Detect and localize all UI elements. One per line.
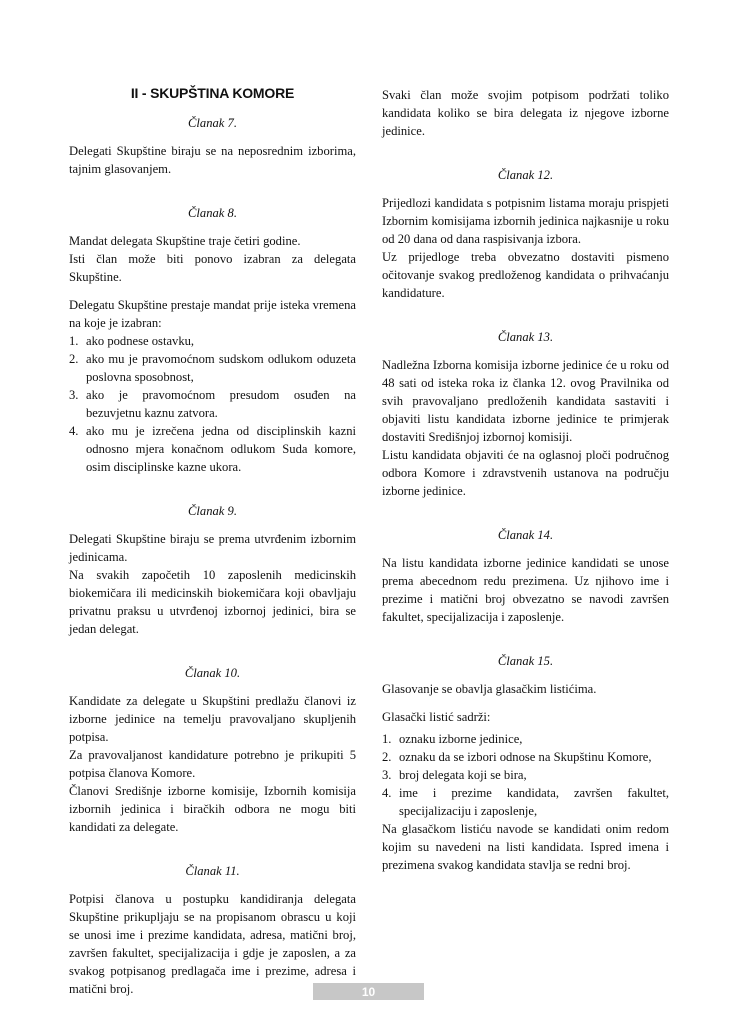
article-10-paragraph-1: Kandidate za delegate u Skupštini predlažu članovi iz izborne jedinice na temelju pravovaljano skupljenih potpisa.: [69, 694, 356, 744]
article-14-heading: Članak 14.: [497, 528, 554, 542]
article-8-heading: Članak 8.: [188, 206, 237, 220]
page-number: 10: [361, 984, 376, 999]
article-15-list: [382, 730, 669, 820]
article-7-text: Delegati Skupštine biraju se na neposrednim izborima, tajnim glasovanjem.: [69, 144, 356, 176]
article-15-paragraph-2: Glasački listić sadrži:: [382, 710, 491, 724]
article-13-heading: Članak 13.: [497, 330, 554, 344]
article-8-paragraph-1: Mandat delegata Skupštine traje četiri godine.: [69, 234, 301, 248]
article-12-paragraph-1: Prijedlozi kandidata s potpisnim listama moraju prispjeti Izbornim komisijama izbornih jedinica najkasnije u roku od 20 dana od dana raspisivanja izbora.: [382, 196, 669, 246]
left-column: [69, 84, 356, 998]
list-item: 4. ako mu je izrečena jedna od disciplinskih kazni odnosno mjera konačnom odlukom Suda komore, osim disciplinske kazne ukora.: [69, 424, 356, 474]
list-item: 1. ako podnese ostavku,: [69, 334, 195, 348]
article-8-list: [69, 332, 356, 476]
list-item: 2. oznaku da se izbori odnose na Skupštinu Komore,: [382, 750, 652, 764]
list-item: 3. broj delegata koji se bira,: [382, 768, 527, 782]
article-11-text: Potpisi članova u postupku kandidiranja delegata Skupštine prikupljaju se na propisanom obrascu u koji se unosi ime i prezime kandidata, adresa, matični broj, završen fakultet, specijalizacija i gdje je zaposlen, a za svakog potpisanog predlagača ime i prezime, adresa i matični broj.: [69, 892, 356, 996]
article-10-paragraph-3: Članovi Središnje izborne komisije, Izbornih komisija izbornih jedinica i biračkih odbora ne mogu biti kandidati za delegate.: [69, 784, 356, 834]
article-13-paragraph-2: Listu kandidata objaviti će na oglasnoj ploči područnog odbora Komore i zdravstvenih ustanova na području izborne jedinice.: [382, 448, 669, 498]
list-item: 4. ime i prezime kandidata, završen fakultet, specijalizaciju i zaposlenje,: [382, 786, 669, 818]
article-10-heading: Članak 10.: [184, 666, 241, 680]
article-14-text: Na listu kandidata izborne jedinice kandidati se unose prema abecednom redu prezimena. Uz njihovo ime i prezime i matični broj obvezatno se navodi završen fakultet, specijalizacija i zaposlenje.: [382, 556, 669, 624]
list-item: 2. ako mu je pravomoćnom sudskom odlukom oduzeta poslovna sposobnost,: [69, 352, 356, 384]
article-10-paragraph-2: Za pravovaljanost kandidature potrebno je prikupiti 5 potpisa članova Komore.: [69, 748, 356, 780]
article-9-paragraph-2: Na svakih započetih 10 zaposlenih medicinskih biokemičara ili medicinskih biokemičara koji obavljaju privatnu praksu u utvrđenoj izbornoj jedinici, bira se jedan delegat.: [69, 568, 356, 636]
article-12-heading: Članak 12.: [497, 168, 554, 182]
page-number-bar: [313, 983, 424, 1000]
right-column: [382, 86, 669, 874]
article-15-paragraph-1: Glasovanje se obavlja glasačkim listićima.: [382, 682, 597, 696]
article-7-heading: Članak 7.: [188, 116, 237, 130]
article-13-paragraph-1: Nadležna Izborna komisija izborne jedinice će u roku od 48 sati od isteka roka iz članka 12. ovog Pravilnika od svih pravovaljano predloženih kandidata sastaviti i objaviti listu kandidata izborne jedinice te primjerak dostaviti Središnjoj izbornoj komisiji.: [382, 358, 669, 444]
list-item: 3. ako je pravomoćnom presudom osuđen na bezuvjetnu kaznu zatvora.: [69, 388, 356, 420]
article-9-heading: Članak 9.: [188, 504, 237, 518]
article-11-heading: Članak 11.: [185, 864, 240, 878]
article-8-paragraph-2: Isti član može biti ponovo izabran za delegata Skupštine.: [69, 252, 356, 284]
section-title: II - SKUPŠTINA KOMORE: [130, 85, 295, 101]
article-9-paragraph-1: Delegati Skupštine biraju se prema utvrđenim izbornim jedinicama.: [69, 532, 356, 564]
article-15-heading: Članak 15.: [497, 654, 554, 668]
list-item: 1. oznaku izborne jedinice,: [382, 732, 523, 746]
article-15-paragraph-3: Na glasačkom listiću navode se kandidati onim redom kojim su navedeni na listi kandidata. Ispred imena i prezimena svakog kandidata stavlja se redni broj.: [382, 822, 669, 872]
article-8-paragraph-3: Delegatu Skupštine prestaje mandat prije isteka vremena na koje je izabran:: [69, 298, 356, 330]
article-12-paragraph-2: Uz prijedloge treba obvezatno dostaviti pismeno očitovanje svakog predloženog kandidata o prihvaćanju kandidature.: [382, 250, 669, 300]
article-11-continuation: Svaki član može svojim potpisom podržati toliko kandidata koliko se bira delegata iz njegove izborne jedinice.: [382, 88, 669, 138]
